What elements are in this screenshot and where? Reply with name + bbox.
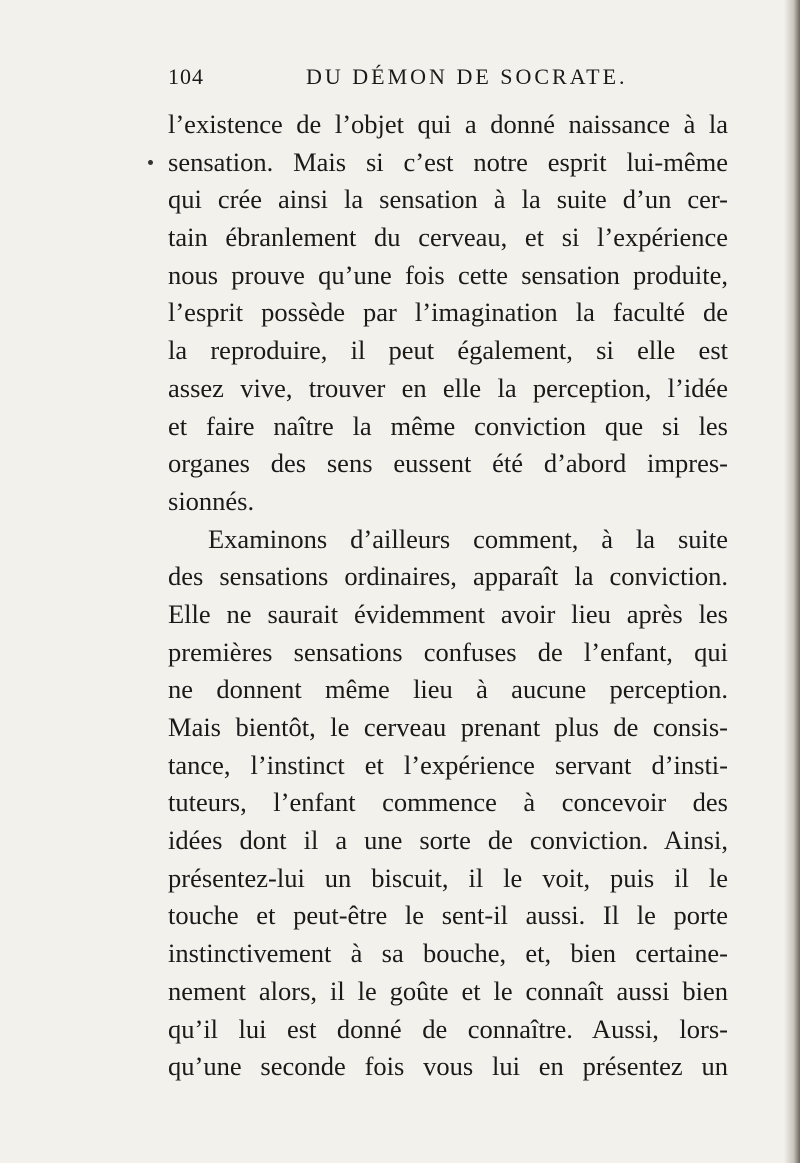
text-line: et faire naître la même conviction que si les [168,410,728,441]
text-line: nous prouve qu’une fois cette sensation produite, [168,259,728,290]
text-line: Examinons d’ailleurs comment, à la suite [208,523,728,554]
text-line: assez vive, trouver en elle la perception, l’idée [168,372,728,403]
text-line: la reproduire, il peut également, si elle est [168,335,728,366]
text-line: l’existence de l’objet qui a donné naissance à la [168,109,728,139]
text-line: organes des sens eussent été d’abord impres- [168,448,728,479]
text-line: tance, l’instinct et l’expérience servant d’insti- [168,749,728,780]
text-line: instinctivement à sa bouche, et, bien certaine- [168,938,728,969]
text-line: ne donnent même lieu à aucune perception. [168,674,728,705]
text-line: tain ébranlement du cerveau, et si l’expérience [168,222,728,253]
text-line: Mais bientôt, le cerveau prenant plus de consis- [168,712,728,742]
text-line: qu’une seconde fois vous lui en présentez un [168,1051,728,1082]
page-header [168,64,728,94]
text-line: Elle ne saurait évidemment avoir lieu après les [168,598,728,629]
text-line: l’esprit possède par l’imagination la faculté de [168,297,728,328]
text-line: sionnés. [168,485,255,516]
margin-dot [148,160,153,165]
text-line: qu’il lui est donné de connaître. Aussi, lors- [168,1013,728,1044]
text-line: qui crée ainsi la sensation à la suite d’un cer- [168,184,728,215]
text-line: touche et peut-être le sent-il aussi. Il le porte [168,900,728,931]
text-line: des sensations ordinaires, apparaît la conviction. [168,561,728,592]
text-line: nement alors, il le goûte et le connaît aussi bien [168,975,728,1006]
page-number: 104 [168,64,204,89]
running-title: DU DÉMON DE SOCRATE. [306,64,628,89]
page-edge-shadow [784,0,800,1163]
text-line: idées dont il a une sorte de conviction. Ainsi, [168,825,728,856]
body-text [168,106,728,1086]
text-line: présentez-lui un biscuit, il le voit, puis il le [168,862,728,893]
text-line: sensation. Mais si c’est notre esprit lui-même [168,146,728,177]
text-line: premières sensations confuses de l’enfant, qui [168,636,728,667]
text-line: tuteurs, l’enfant commence à concevoir des [168,787,728,818]
